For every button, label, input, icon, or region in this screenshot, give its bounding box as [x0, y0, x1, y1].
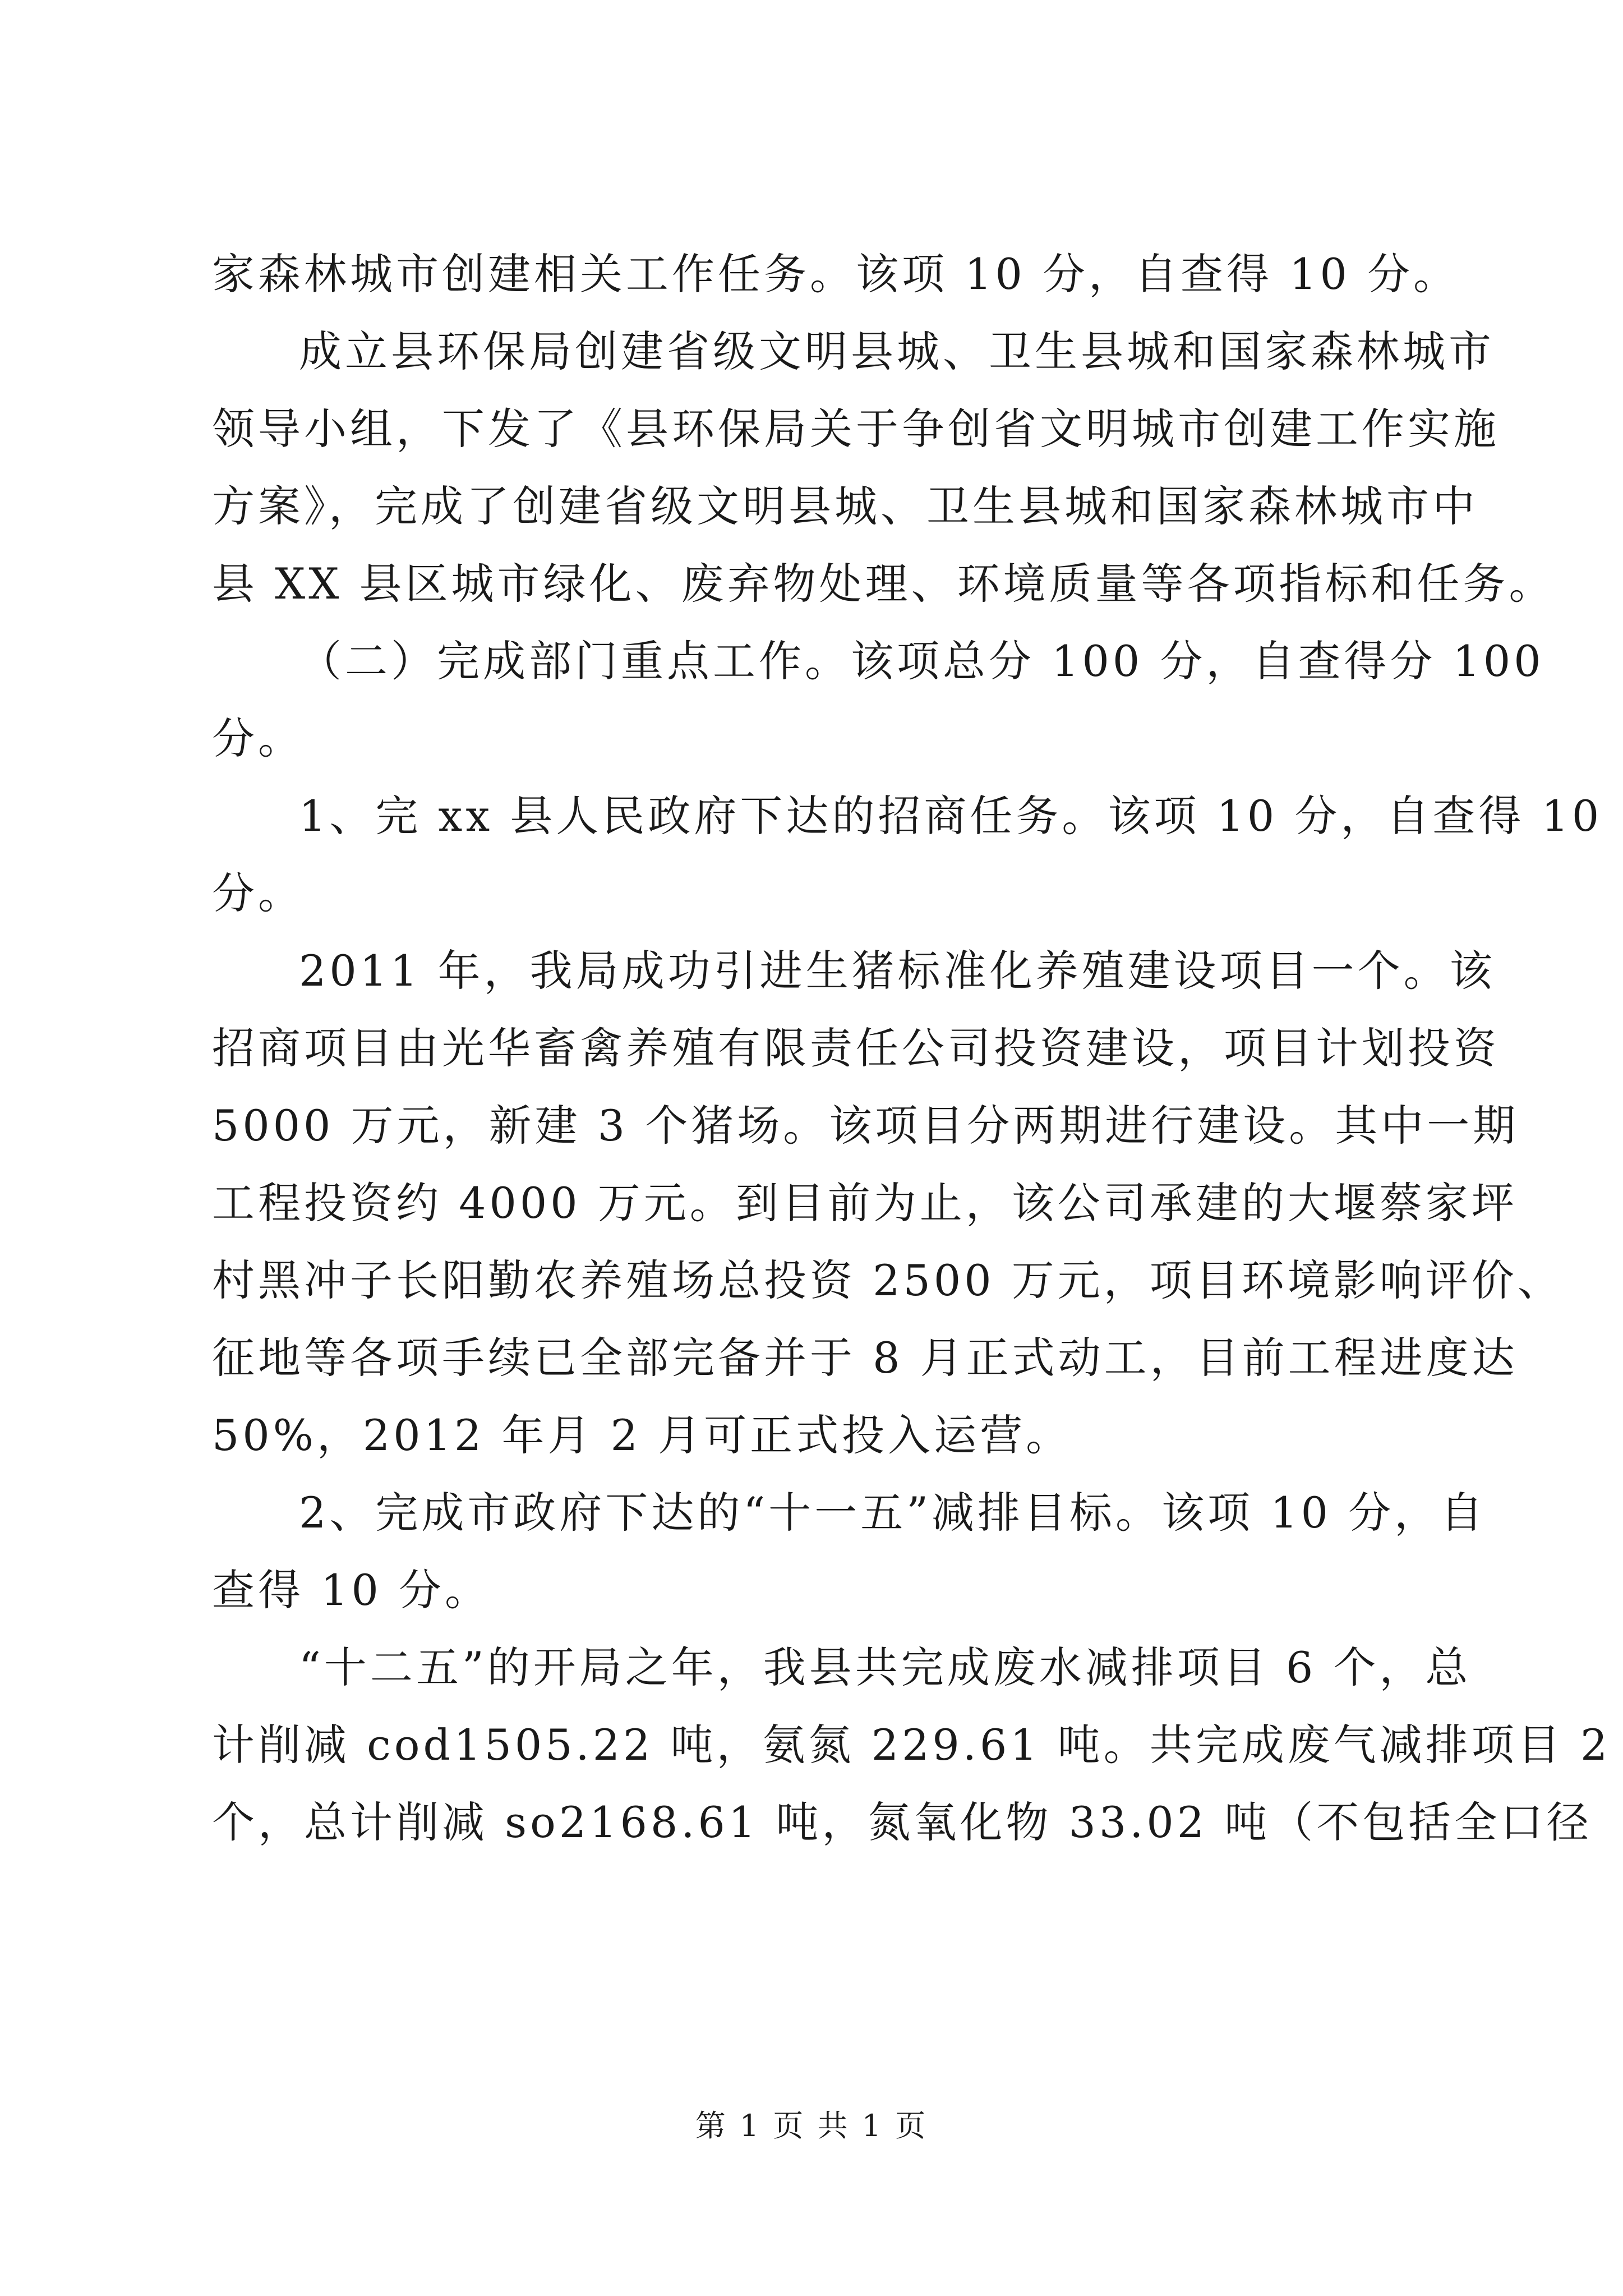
text-line-7: 分。	[212, 714, 304, 763]
text-line-20: 计削减 cod1505.22 吨，氨氮 229.61 吨。共完成废气减排项目 2	[212, 1720, 1611, 1770]
text-line-12: 5000 万元，新建 3 个猪场。该项目分两期进行建设。其中一期	[212, 1101, 1519, 1151]
text-line-19: “十二五”的开局之年，我县共完成废水减排项目 6 个，总	[299, 1642, 1472, 1692]
text-line-6: （二）完成部门重点工作。该项总分 100 分，自查得分 100	[299, 636, 1544, 686]
text-line-21: 个，总计削减 so2168.61 吨，氮氧化物 33.02 吨（不包括全口径	[212, 1797, 1593, 1847]
text-line-1: 家森林城市创建相关工作任务。该项 10 分，自查得 10 分。	[212, 249, 1460, 299]
text-line-10: 2011 年，我局成功引进生猪标准化养殖建设项目一个。该	[299, 946, 1496, 996]
text-line-8: 1、完 xx 县人民政府下达的招商任务。该项 10 分，自查得 10	[299, 791, 1603, 841]
text-line-11: 招商项目由光华畜禽养殖有限责任公司投资建设，项目计划投资	[212, 1023, 1500, 1073]
text-line-3: 领导小组，下发了《县环保局关于争创省文明城市创建工作实施	[212, 404, 1500, 454]
text-line-9: 分。	[212, 868, 304, 918]
page-footer: 第 1 页 共 1 页	[695, 2108, 928, 2143]
document-body	[212, 236, 1611, 1861]
text-line-15: 征地等各项手续已全部完备并于 8 月正式动工，目前工程进度达	[212, 1333, 1518, 1383]
text-line-4: 方案》，完成了创建省级文明县城、卫生县城和国家森林城市中	[212, 481, 1478, 531]
text-line-18: 查得 10 分。	[212, 1565, 491, 1615]
text-line-5: 县 XX 县区城市绿化、废弃物处理、环境质量等各项指标和任务。	[212, 559, 1555, 609]
text-line-13: 工程投资约 4000 万元。到目前为止，该公司承建的大堰蔡家坪	[212, 1178, 1518, 1228]
text-line-17: 2、完成市政府下达的“十一五”减排目标。该项 10 分，自	[299, 1488, 1487, 1538]
text-line-2: 成立县环保局创建省级文明县城、卫生县城和国家森林城市	[299, 326, 1495, 376]
text-line-16: 50%，2012 年月 2 月可正式投入运营。	[212, 1410, 1072, 1460]
text-line-14: 村黑冲子长阳勤农养殖场总投资 2500 万元，项目环境影响评价、	[212, 1255, 1564, 1305]
